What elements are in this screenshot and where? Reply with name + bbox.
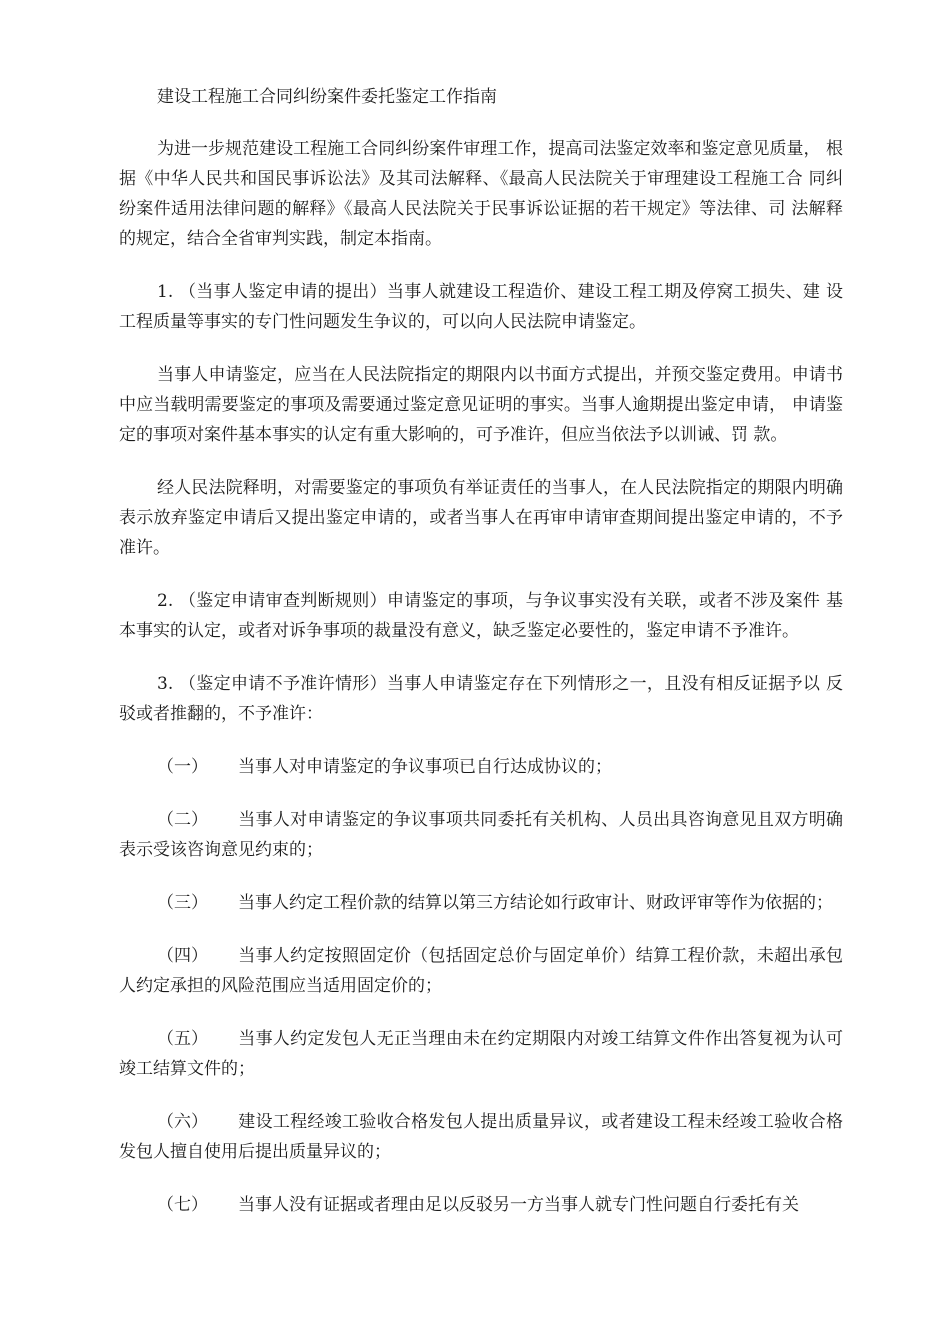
article-3-paragraph: 3. （鉴定申请不予准许情形）当事人申请鉴定存在下列情形之一，且没有相反证据予以 反驳或者推翻的，不予准许： (119, 674, 843, 724)
list-item (119, 805, 843, 865)
document-title: 建设工程施工合同纠纷案件委托鉴定工作指南 (157, 87, 497, 107)
list-item-number: （五） (157, 1029, 208, 1049)
article-1-paragraph-3: 经人民法院释明，对需要鉴定的事项负有举证责任的当事人，在人民法院指定的期限内明确表示放弃鉴定申请后又提出鉴定申请的，或者当事人在再审申请审查期间提出鉴定申请的，不予准许。 (119, 478, 843, 558)
list-item-text: 当事人约定按照固定价（包括固定总价与固定单价）结算工程价款，未超出承包 人约定承担的风险范围应当适用固定价的； (119, 946, 843, 996)
list-item-text: 当事人没有证据或者理由足以反驳另一方当事人就专门性问题自行委托有关 (238, 1195, 799, 1215)
list-item-number: （三） (157, 893, 208, 913)
list-item (119, 888, 843, 918)
list-item-text: 建设工程经竣工验收合格发包人提出质量异议，或者建设工程未经竣工验收合格 发包人擅自使用后提出质量异议的； (119, 1112, 843, 1162)
article-1-paragraph-2: 当事人申请鉴定，应当在人民法院指定的期限内以书面方式提出，并预交鉴定费用。申请书中应当载明需要鉴定的事项及需要通过鉴定意见证明的事实。当事人逾期提出鉴定申请， 申请鉴定的事项对案件基本事实的认定有重大影响的，可予准许，但应当依法予以训诫、罚 款。 (119, 365, 843, 445)
intro-paragraph: 为进一步规范建设工程施工合同纠纷案件审理工作，提高司法鉴定效率和鉴定意见质量， 根据《中华人民共和国民事诉讼法》及其司法解释、《最高人民法院关于审理建设工程施工合 同纠纷案件适用法律问题的解释》《最高人民法院关于民事诉讼证据的若干规定》等法律、司 法解释的规定，结合全省审判实践，制定本指南。 (119, 139, 843, 249)
list-item-number: （一） (157, 757, 208, 777)
document-body (119, 80, 843, 1243)
list-item-number: （七） (157, 1195, 208, 1215)
list-item-text: 当事人对申请鉴定的争议事项已自行达成协议的； (238, 757, 612, 777)
list-item (119, 1190, 843, 1220)
list-item (119, 1107, 843, 1167)
list-item-text: 当事人约定发包人无正当理由未在约定期限内对竣工结算文件作出答复视为认可 竣工结算文件的； (119, 1029, 843, 1079)
list-item-number: （二） (157, 810, 208, 830)
list-item-text: 当事人对申请鉴定的争议事项共同委托有关机构、人员出具咨询意见且双方明确 表示受该咨询意见约束的； (119, 810, 843, 860)
list-item (119, 752, 843, 782)
list-item-number: （四） (157, 946, 208, 966)
list-item-number: （六） (157, 1112, 208, 1132)
article-1-paragraph: 1. （当事人鉴定申请的提出）当事人就建设工程造价、建设工程工期及停窝工损失、建 设工程质量等事实的专门性问题发生争议的，可以向人民法院申请鉴定。 (119, 282, 843, 332)
list-item-text: 当事人约定工程价款的结算以第三方结论如行政审计、财政评审等作为依据的； (238, 893, 833, 913)
article-2-paragraph: 2. （鉴定申请审查判断规则）申请鉴定的事项，与争议事实没有关联，或者不涉及案件 基本事实的认定，或者对诉争事项的裁量没有意义，缺乏鉴定必要性的，鉴定申请不予准许。 (119, 591, 843, 641)
list-item (119, 941, 843, 1001)
list-item (119, 1024, 843, 1084)
